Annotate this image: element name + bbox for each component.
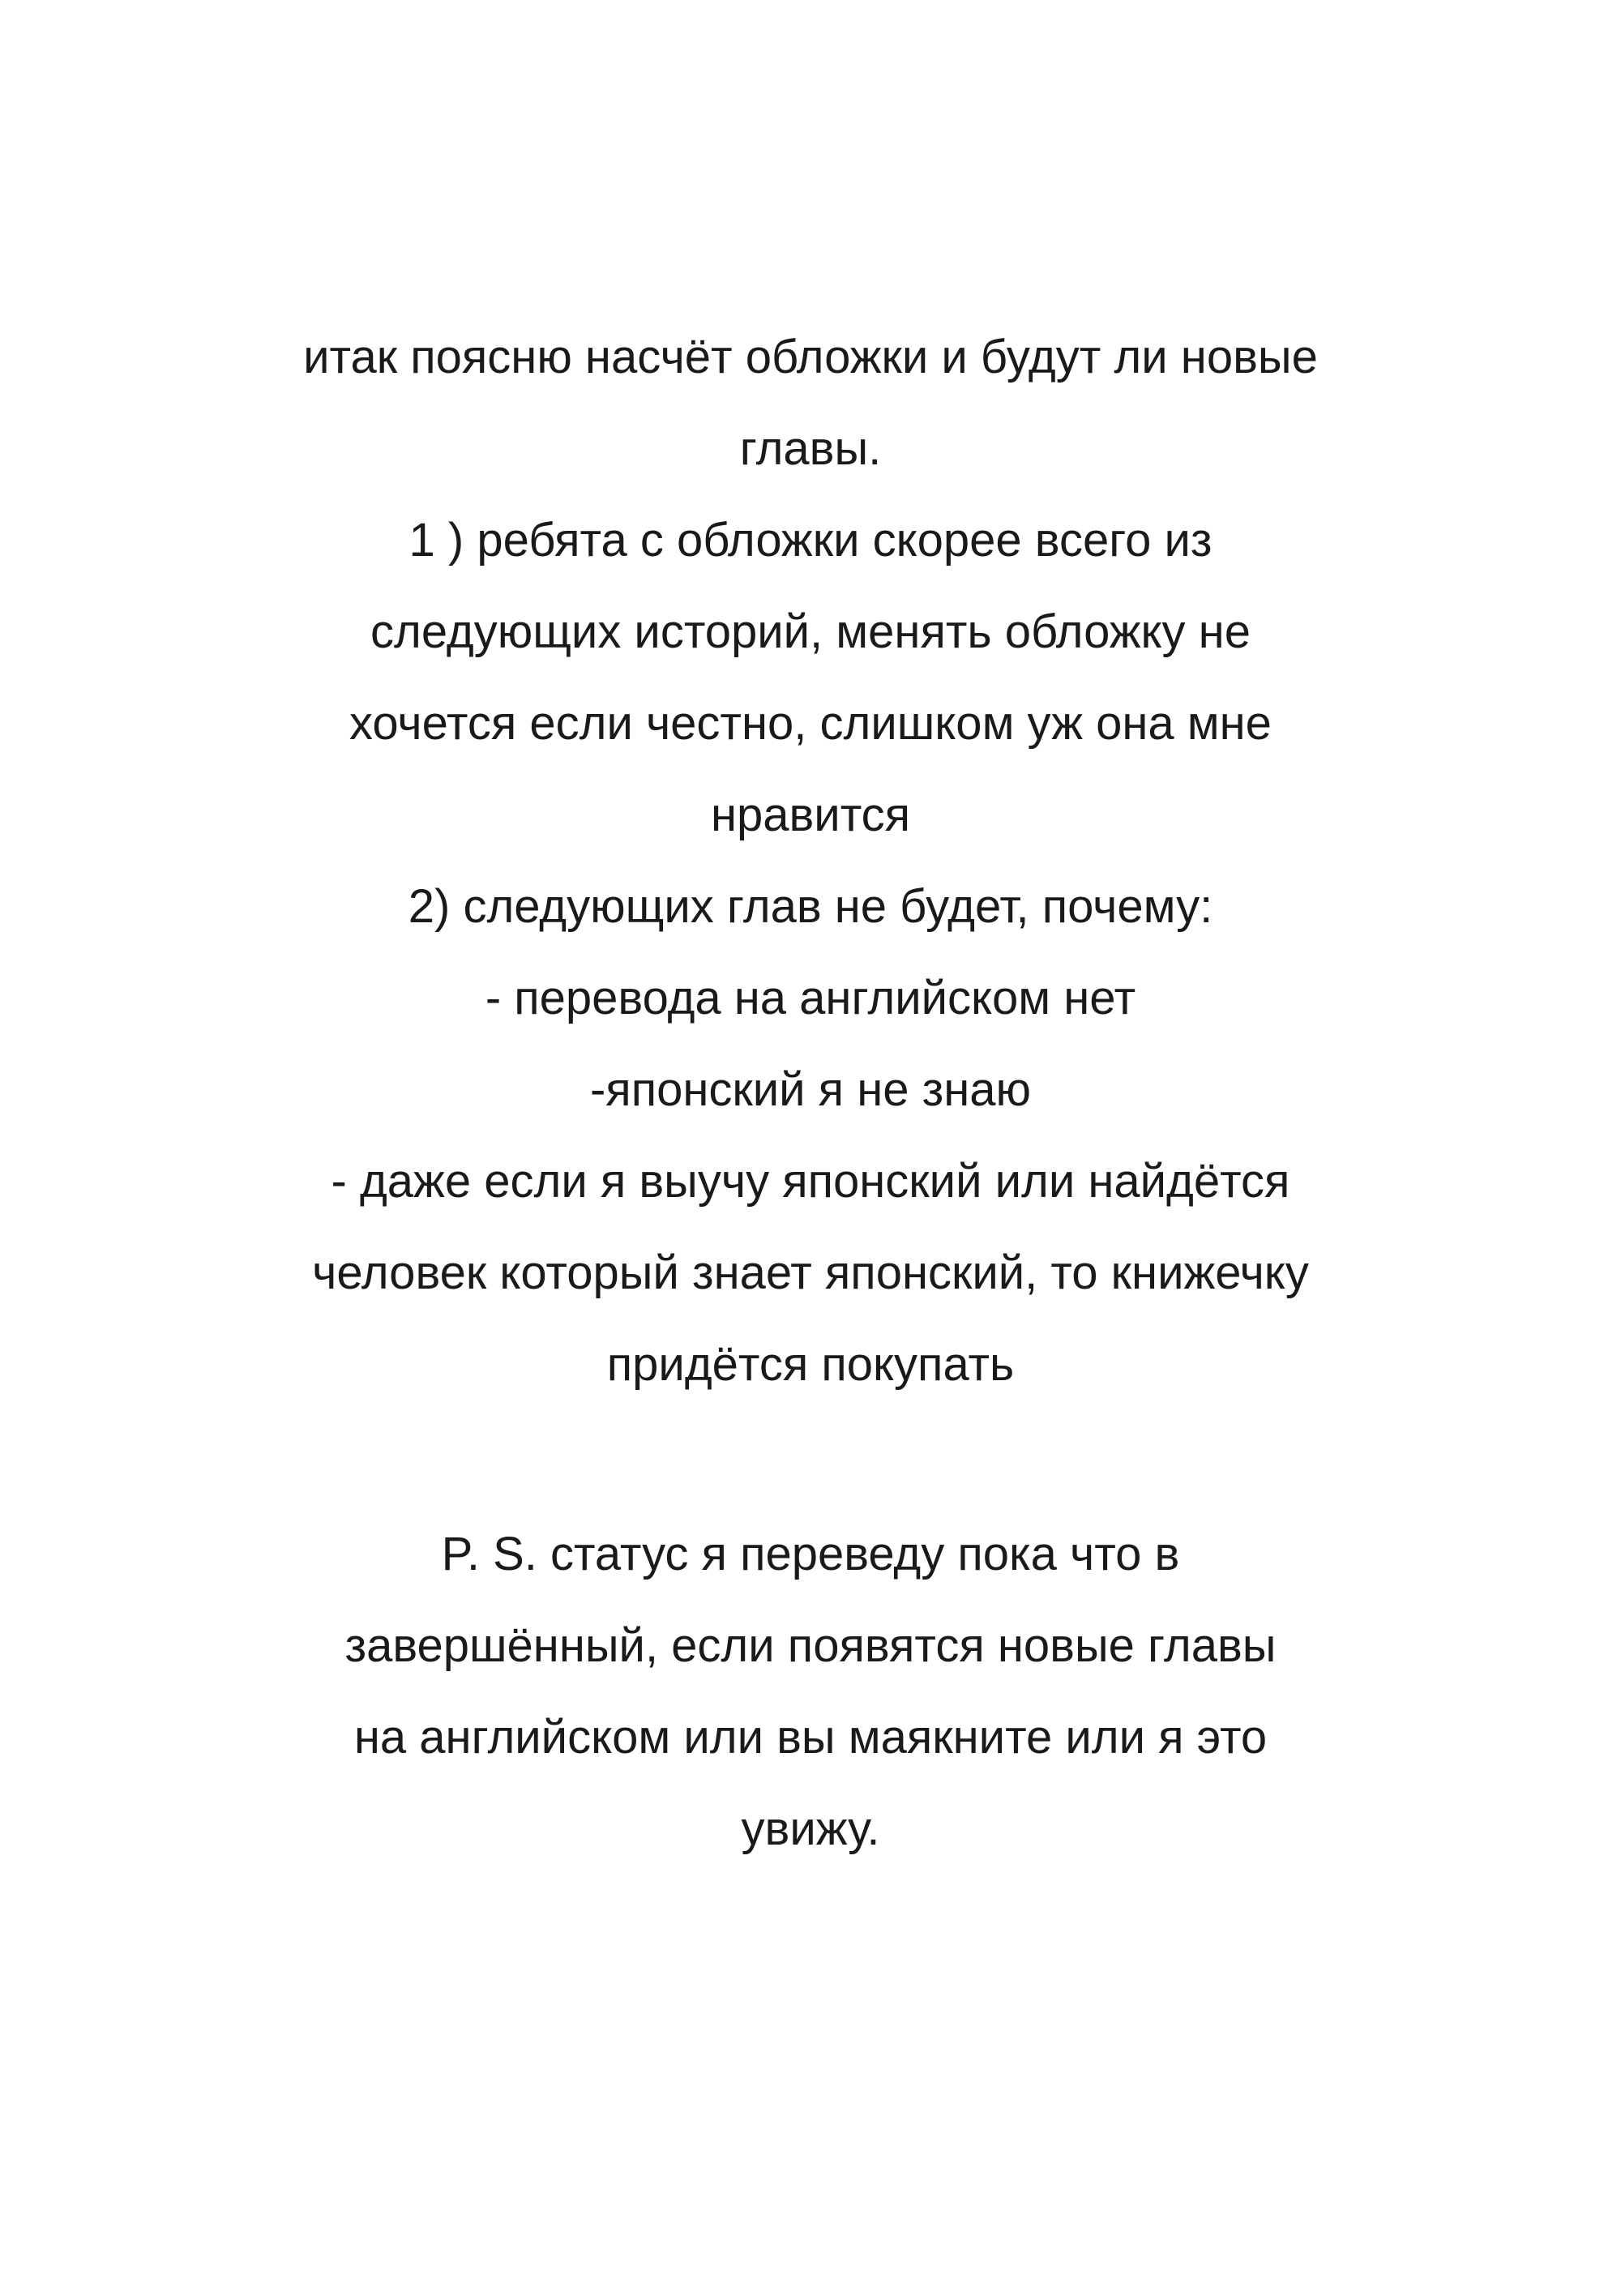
note-line: 2) следующих глав не будет, почему: xyxy=(408,880,1213,933)
note-line: придётся покупать xyxy=(606,1338,1015,1391)
postscript-line: P. S. статус я переведу пока что в xyxy=(441,1528,1180,1580)
note-line: - даже если я выучу японский или найдётся xyxy=(331,1155,1290,1208)
note-line: -японский я не знаю xyxy=(589,1063,1031,1116)
note-line: хочется если честно, слишком уж она мне xyxy=(349,697,1272,750)
note-line: - перевода на английском нет xyxy=(485,972,1136,1024)
postscript-line: завершённый, если появятся новые главы xyxy=(344,1619,1277,1672)
main-note xyxy=(203,311,1418,1410)
note-line: человек который знает японский, то книжечку xyxy=(312,1246,1309,1299)
note-line: нравится xyxy=(710,789,911,841)
postscript-line: на английском или вы маякните или я это xyxy=(353,1711,1268,1764)
postscript xyxy=(203,1508,1418,1875)
note-line: следующих историй, менять обложку не xyxy=(370,605,1251,658)
note-line: итак поясню насчёт обложки и будут ли новые xyxy=(303,331,1318,383)
note-line: главы. xyxy=(739,422,882,475)
postscript-line: увижу. xyxy=(741,1802,880,1855)
note-line: 1 ) ребята с обложки скорее всего из xyxy=(408,514,1213,567)
